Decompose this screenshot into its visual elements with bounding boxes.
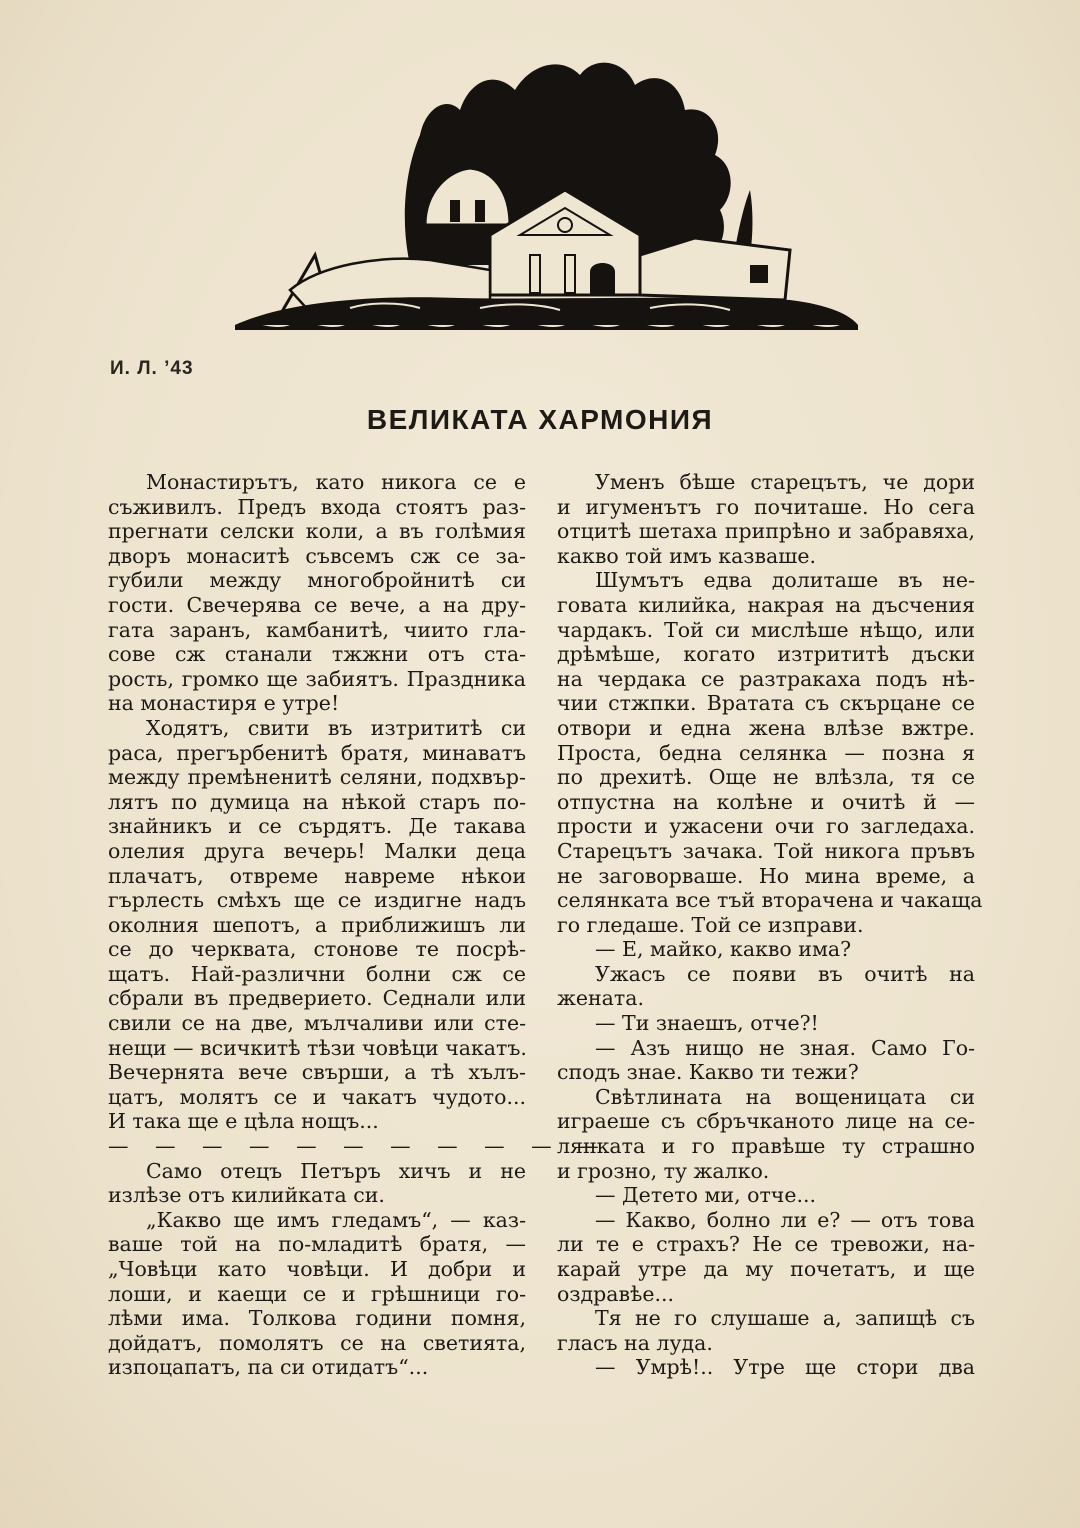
church-door [590,263,615,295]
text-line: гости. Свечерява се вече, а на дру- [108,592,526,617]
text-line: гласъ на луда. [557,1330,713,1355]
text-line: — Какво, болно ли е? — отъ това [595,1207,975,1232]
text-line: говата килийка, накрая на дъсчения [557,592,975,617]
separator-dashes: — — — — — — — — — — — [108,1134,609,1159]
text-line: селянката все тъй вторачена и чакаща [557,888,983,913]
text-line: и грозно, ту жалко. [557,1158,770,1183]
text-line: ли те е страхъ? Не се тревожи, на- [557,1232,975,1257]
text-line: Ходятъ, свити въ изтрититѣ си [146,715,526,740]
text-line: Свѣтлината на вощеницата си [595,1084,975,1109]
text-line: и игуменътъ го почиташе. Но сега [557,494,975,519]
text-line: свили се на две, мълчаливи или сте- [108,1011,526,1036]
text-line: чардакъ. Той си мислѣше нѣщо, или [557,617,975,642]
text-line: „Човѣци като човѣци. И добри и [108,1257,526,1281]
text-line: дворъ монаситѣ съвсемъ сж се за- [108,543,526,568]
text-line: Старецътъ зачака. Той никога пръвъ [557,838,975,863]
text-line: — Умрѣ!.. Утре ще стори два [595,1355,975,1380]
monastery-illustration [230,50,860,335]
text-line: прегнати селски коли, а въ голѣмия [108,519,526,544]
author-signature: И. Л. ’43 [110,358,194,379]
text-line: се до черквата, стонове те посрѣ- [108,937,526,962]
text-line: карай утре да му почетатъ, и ще [557,1257,975,1281]
text-line: цатъ, молятъ се и чакатъ чудото... [108,1084,526,1109]
text-line: Тя не го слушаше а, запищѣ съ [595,1306,975,1331]
text-line: нещи — всичкитѣ тѣзи човѣци чакатъ. [108,1035,527,1060]
text-line: отвори и една жена влѣзе вжтре. [557,715,975,740]
text-line: — Е, майко, какво има? [595,937,852,962]
text-line: Монастирътъ, като никога се е [146,470,526,494]
text-line: Вечернята вече свърши, а тѣ хълъ- [108,1060,526,1085]
text-line: гата заранъ, камбанитѣ, чиито гла- [108,617,526,642]
text-line: раса, прегърбенитѣ братя, минаватъ [108,740,526,765]
text-line: рость, громко ще забиятъ. Праздника [108,666,526,691]
text-line: жената. [557,986,644,1011]
text-line: играеше съ сбръчканото лице на се- [557,1109,975,1134]
text-line: лѣми има. Толкова години помня, [108,1306,526,1331]
text-line: лоши, и каещи се и грѣшници го- [108,1281,526,1306]
text-line: И така ще е цѣла нощъ... [108,1109,379,1134]
text-line: по дрехитѣ. Още не влѣзла, тя се [557,765,975,790]
text-line: гърлесть смѣхъ ще се издигне надъ [108,888,526,913]
article-title: ВЕЛИКАТА ХАРМОНИЯ [366,404,714,435]
text-line: не заговорваше. Но мина време, а [557,863,975,888]
text-line: на монастиря е утре! [108,691,340,716]
text-line: Уменъ бѣше старецътъ, че дори [595,470,975,494]
text-line: околния шепотъ, а приближишъ ли [108,912,526,937]
text-line: ваше той на по-младитѣ братя, — [108,1232,526,1257]
text-line: — Детето ми, отче... [595,1183,817,1208]
text-line: оздравѣе... [557,1281,675,1306]
text-line: чии стжпки. Вратата съ скърцане се [557,691,975,716]
text-line: на чердака се разтракаха подъ нѣ- [557,666,975,691]
text-line: лятъ по думица на нѣкой старъ по- [108,789,526,814]
text-line: „Какво ще имъ гледамъ“, — каз- [146,1207,526,1232]
text-line: губили между многобройнитѣ си [108,568,526,593]
text-line: Шумътъ едва долиташе въ не- [595,568,975,593]
text-line: Само отецъ Петъръ хичъ и не [146,1158,526,1183]
text-line: плачатъ, отвреме навреме нѣкои [108,863,526,888]
text-line: Проста, бедна селянка — позна я [557,740,975,765]
text-line: — Азъ нищо не зная. Само Го- [595,1035,975,1060]
text-line: олелия друга вечерь! Малки деца [108,838,526,863]
text-line: между премѣненитѣ селяни, подхвър- [108,765,526,790]
text-line: сбрали въ предверието. Седнали или [108,986,526,1011]
text-line: знайникъ и се сърдятъ. Де такава [108,814,526,839]
text-line: лянката и го правѣше ту страшно [557,1134,975,1159]
text-line: съживилъ. Предъ входа стоятъ раз- [108,494,526,519]
text-line: прости и ужасени очи го загледаха. [557,814,975,839]
text-line: щатъ. Най-различни болни сж се [108,961,526,986]
text-line: изпоцапатъ, па си отидатъ“... [108,1355,429,1380]
text-line: излѣзе отъ килийката си. [108,1183,385,1208]
right-column [557,470,983,1380]
text-line: го гледаше. Той се изправи. [557,912,864,937]
text-line: сподъ знае. Какво ти тежи? [557,1060,859,1085]
text-line: Ужасъ се появи въ очитѣ на [595,961,975,986]
text-line: какво той имъ казваше. [557,543,816,568]
text-line: сове сж станали тжжни отъ ста- [108,642,526,667]
text-line: отпустна на колѣне и очитѣ й — [557,789,975,814]
text-line: отцитѣ шетаха припрѣно и забравяха, [557,519,975,544]
text-line: дрѣмѣше, когато изтрититѣ дъски [557,642,975,667]
text-line: — Ти знаешъ, отче?! [595,1011,819,1036]
text-line: дойдатъ, помолятъ се на светията, [108,1330,526,1355]
